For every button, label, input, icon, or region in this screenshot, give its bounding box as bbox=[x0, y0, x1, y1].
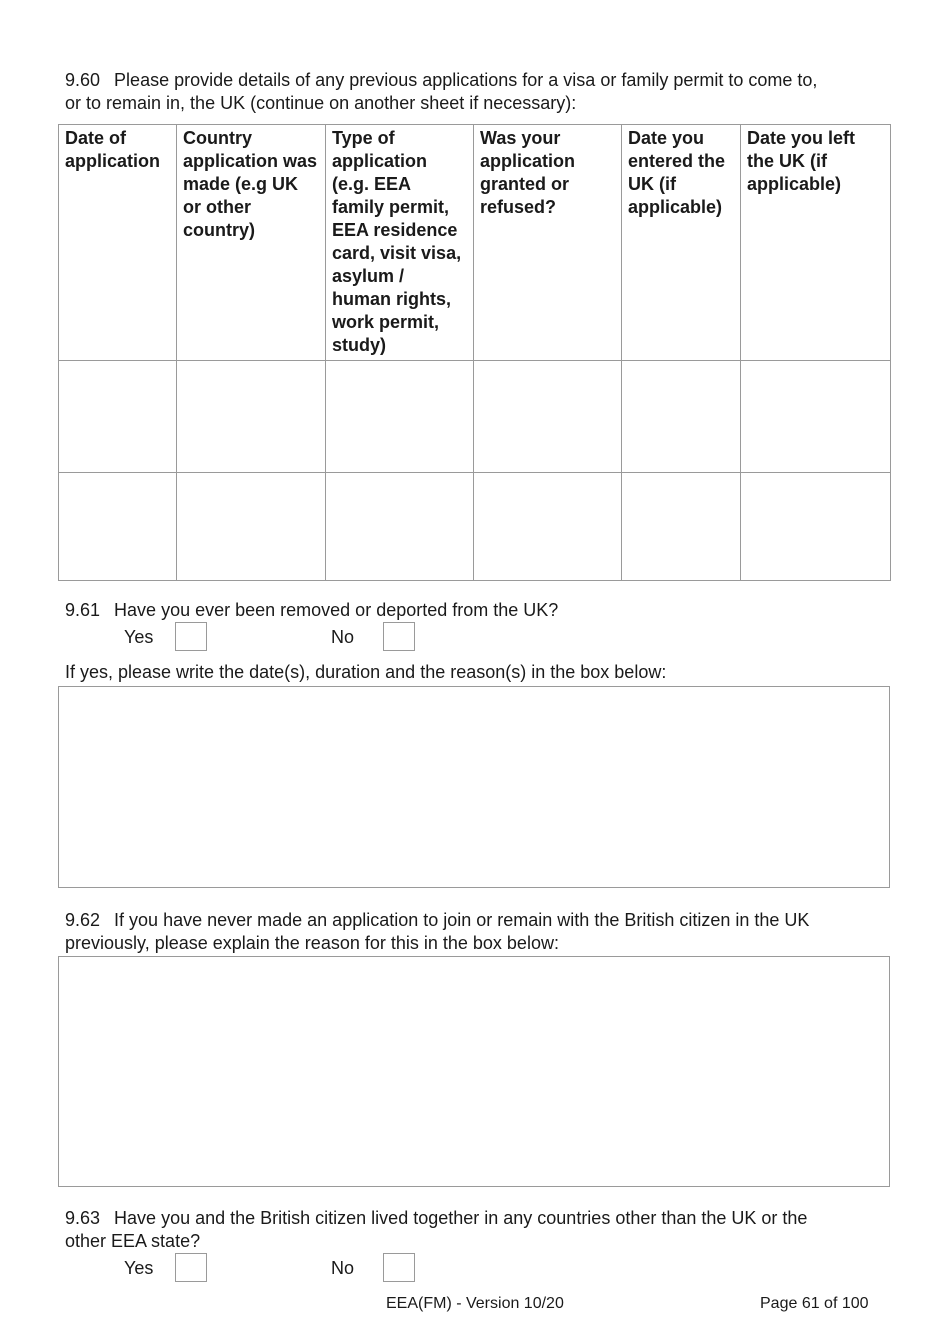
header-date-of-application: Date of application bbox=[59, 125, 177, 361]
header-date-left: Date you left the UK (if applicable) bbox=[741, 125, 891, 361]
yes-label: Yes bbox=[124, 627, 154, 647]
question-number: 9.60 bbox=[65, 70, 101, 90]
yes-label: Yes bbox=[124, 1258, 154, 1278]
cell-type[interactable] bbox=[326, 473, 474, 581]
lived-together-no-checkbox[interactable] bbox=[383, 1253, 415, 1282]
no-label: No bbox=[331, 1258, 355, 1278]
header-country: Country application was made (e.g UK or other country) bbox=[177, 125, 326, 361]
removed-no-checkbox[interactable] bbox=[383, 622, 415, 651]
no-label: No bbox=[331, 627, 355, 647]
form-version: EEA(FM) - Version 10/20 bbox=[386, 1295, 564, 1312]
cell-country[interactable] bbox=[177, 473, 326, 581]
cell-date-entered[interactable] bbox=[622, 361, 741, 473]
cell-outcome[interactable] bbox=[474, 473, 622, 581]
question-number: 9.62 bbox=[65, 910, 101, 930]
question-9-61-text bbox=[65, 599, 558, 622]
reason-explanation-box[interactable] bbox=[58, 956, 890, 1187]
header-type-of-application: Type of application (e.g. EEA family permit, EEA residence card, visit visa, asylum / human rights, work permit, study) bbox=[326, 125, 474, 361]
lived-together-yes-checkbox[interactable] bbox=[175, 1253, 207, 1282]
page-number: Page 61 of 100 bbox=[760, 1295, 869, 1312]
header-date-entered: Date you entered the UK (if applicable) bbox=[622, 125, 741, 361]
question-number: 9.61 bbox=[65, 600, 101, 620]
cell-date-of-application[interactable] bbox=[59, 361, 177, 473]
question-9-60-text bbox=[65, 69, 817, 115]
followup-instruction: If yes, please write the date(s), duration and the reason(s) in the box below: bbox=[65, 662, 667, 682]
question-text-line1: If you have never made an application to join or remain with the British citizen in the UK bbox=[114, 910, 810, 930]
removal-details-box[interactable] bbox=[58, 686, 890, 888]
cell-type[interactable] bbox=[326, 361, 474, 473]
question-text-line2: previously, please explain the reason for this in the box below: bbox=[65, 933, 559, 953]
question-9-63-text bbox=[65, 1207, 807, 1253]
question-number: 9.63 bbox=[65, 1208, 101, 1228]
table-row bbox=[59, 361, 891, 473]
cell-date-entered[interactable] bbox=[622, 473, 741, 581]
question-text-line1: Have you and the British citizen lived together in any countries other than the UK or the bbox=[114, 1208, 808, 1228]
cell-date-left[interactable] bbox=[741, 473, 891, 581]
question-text-line2: or to remain in, the UK (continue on another sheet if necessary): bbox=[65, 93, 577, 113]
header-granted-or-refused: Was your application granted or refused? bbox=[474, 125, 622, 361]
previous-applications-table bbox=[58, 124, 891, 581]
question-text: Have you ever been removed or deported from the UK? bbox=[114, 600, 559, 620]
question-text-line2: other EEA state? bbox=[65, 1231, 201, 1251]
question-9-62-text bbox=[65, 909, 809, 955]
table-header-row bbox=[59, 125, 891, 361]
cell-date-of-application[interactable] bbox=[59, 473, 177, 581]
table-row bbox=[59, 473, 891, 581]
removed-yes-checkbox[interactable] bbox=[175, 622, 207, 651]
question-text-line1: Please provide details of any previous applications for a visa or family permit to come to, bbox=[114, 70, 818, 90]
cell-outcome[interactable] bbox=[474, 361, 622, 473]
cell-country[interactable] bbox=[177, 361, 326, 473]
cell-date-left[interactable] bbox=[741, 361, 891, 473]
